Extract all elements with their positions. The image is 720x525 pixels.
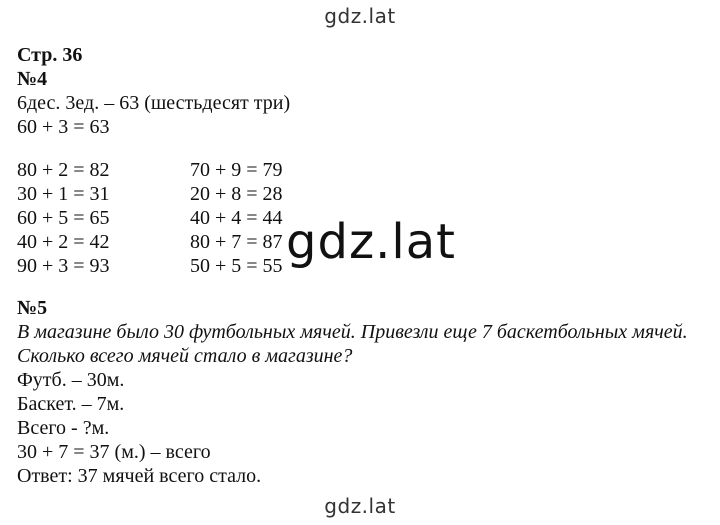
task-5-line: 30 + 7 = 37 (м.) – всего — [17, 441, 211, 463]
task-5-question-line-1: В магазине было 30 футбольных мячей. Привезли еще 7 баскетбольных мячей. — [17, 321, 688, 343]
task-4-line-2: 60 + 3 = 63 — [17, 116, 110, 138]
equation: 50 + 5 = 55 — [190, 255, 283, 277]
site-header-label: gdz.lat — [324, 4, 396, 28]
equation: 70 + 9 = 79 — [190, 159, 283, 181]
watermark: gdz.lat — [286, 214, 456, 270]
task-5-answer: Ответ: 37 мячей всего стало. — [17, 465, 262, 487]
task-4-line-1: 6дес. 3ед. – 63 (шестьдесят три) — [17, 92, 291, 114]
task-5-line: Футб. – 30м. — [17, 369, 125, 391]
task-5-line: Всего - ?м. — [17, 417, 110, 439]
equation: 40 + 4 = 44 — [190, 207, 283, 229]
equation: 80 + 7 = 87 — [190, 231, 283, 253]
equation: 80 + 2 = 82 — [17, 159, 110, 181]
task-4-left-column — [17, 158, 110, 278]
equation: 40 + 2 = 42 — [17, 231, 110, 253]
equation: 90 + 3 = 93 — [17, 255, 110, 277]
equation: 60 + 5 = 65 — [17, 207, 110, 229]
equation: 30 + 1 = 31 — [17, 183, 110, 205]
task-4-number: №4 — [17, 68, 48, 90]
task-4-right-column — [190, 158, 283, 278]
site-footer-label: gdz.lat — [324, 494, 396, 518]
equation: 20 + 8 = 28 — [190, 183, 283, 205]
task-5-number: №5 — [17, 297, 48, 319]
task-5-line: Баскет. – 7м. — [17, 393, 125, 415]
page-number: Стр. 36 — [17, 44, 83, 66]
task-5-question-line-2: Сколько всего мячей стало в магазине? — [17, 345, 353, 367]
